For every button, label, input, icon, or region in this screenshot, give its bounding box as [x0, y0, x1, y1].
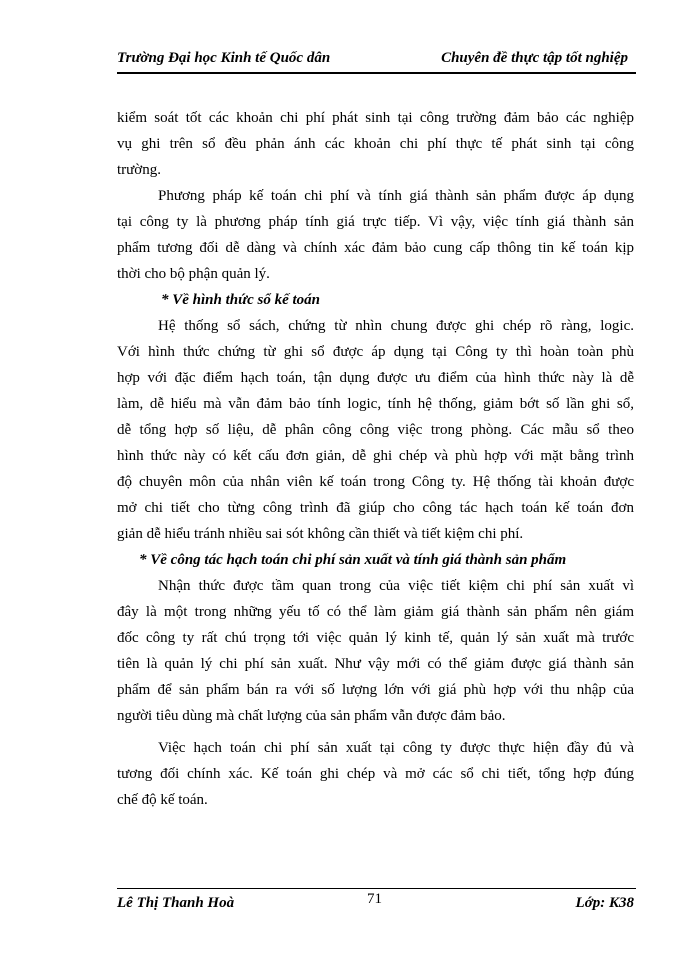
text-line: tương đối chính xác. Kế toán ghi chép và mở các sổ chi tiết, tổng hợp đúng	[117, 766, 634, 782]
footer-author: Lê Thị Thanh Hoà	[117, 895, 235, 911]
text-line: phẩm tương đối dễ dàng và chính xác đảm bảo cung cấp thông tin kế toán kịp	[117, 240, 634, 256]
text-line: chế độ kế toán.	[117, 792, 208, 808]
text-line: giản dễ hiểu tránh nhiều sai sót không cần thiết và tiết kiệm chi phí.	[117, 526, 524, 542]
footer-class: Lớp: K38	[575, 895, 634, 911]
text-line: vụ ghi trên sổ đều phản ánh các khoản chi phí thực tế phát sinh tại công	[117, 136, 634, 152]
text-line: Việc hạch toán chi phí sản xuất tại công ty được thực hiện đầy đủ và	[158, 740, 634, 756]
section-heading-cost-accounting: * Về công tác hạch toán chi phí sản xuất và tính giá thành sản phẩm	[139, 552, 567, 568]
paragraph-2	[117, 183, 634, 287]
text-line: làm, dễ hiểu mà vẫn đảm bảo tính logic, tính hệ thống, giảm bớt số lần ghi sổ,	[117, 396, 634, 412]
text-line: tại công ty là phương pháp tính giá trực tiếp. Vì vậy, việc tính giá thành sản	[117, 214, 634, 230]
paragraph-5	[117, 735, 634, 813]
text-line: thời cho bộ phận quản lý.	[117, 266, 270, 282]
text-line: dễ tổng hợp số liệu, dễ phân công công việc trong phòng. Các mẫu sổ theo	[117, 422, 634, 438]
text-line: Nhận thức được tầm quan trong của việc tiết kiệm chi phí sản xuất vì	[158, 578, 634, 594]
paragraph-4	[117, 573, 634, 729]
page-number: 71	[367, 891, 382, 907]
text-line: Với hình thức chứng từ ghi sổ được áp dụng tại Công ty thì hoàn toàn phù	[117, 344, 634, 360]
text-line: đây là một trong những yếu tố có thể làm giảm giá thành sản phẩm nên giám	[117, 604, 634, 620]
text-line: kiểm soát tốt các khoản chi phí phát sinh tại công trường đảm bảo các nghiệp	[117, 110, 634, 126]
page-footer	[117, 888, 636, 919]
text-line: mở chi tiết cho từng công trình đã giúp cho công tác hạch toán kế toán đơn	[117, 500, 634, 516]
text-line: tiên là quản lý chi phí sản xuất. Như vậy mới có thể giảm được giá thành sản	[117, 656, 634, 672]
header-university: Trường Đại học Kinh tế Quốc dân	[117, 50, 331, 66]
text-line: trường.	[117, 162, 161, 178]
document-body	[117, 105, 634, 813]
text-line: đốc công ty rất chú trọng tới việc quản lý kinh tế, quản lý sản xuất mà trước	[117, 630, 634, 646]
header-report-title: Chuyên đề thực tập tốt nghiệp	[441, 50, 628, 66]
text-line: phẩm để sản phẩm bán ra với số lượng lớn với giá phù hợp với thu nhập của	[117, 682, 634, 698]
text-line: người tiêu dùng mà chất lượng của sản phẩm vẫn được đảm bảo.	[117, 708, 506, 724]
paragraph-1	[117, 105, 634, 183]
text-line: hình thức này có kết cấu đơn giản, dễ ghi chép và phù hợp với mặt bằng trình	[117, 448, 634, 464]
section-heading-accounting-books: * Về hình thức sổ kế toán	[161, 292, 321, 308]
text-line: hợp với đặc điểm hạch toán, tận dụng được ưu điểm của hình thức này là dễ	[117, 370, 634, 386]
text-line: Phương pháp kế toán chi phí và tính giá thành sản phẩm được áp dụng	[158, 188, 634, 204]
text-line: Hệ thống sổ sách, chứng từ nhìn chung được ghi chép rõ ràng, logic.	[158, 318, 634, 334]
paragraph-3	[117, 313, 634, 547]
text-line: độ chuyên môn của nhân viên kế toán trong Công ty. Hệ thống tài khoản được	[117, 474, 634, 490]
page-header	[117, 50, 636, 74]
